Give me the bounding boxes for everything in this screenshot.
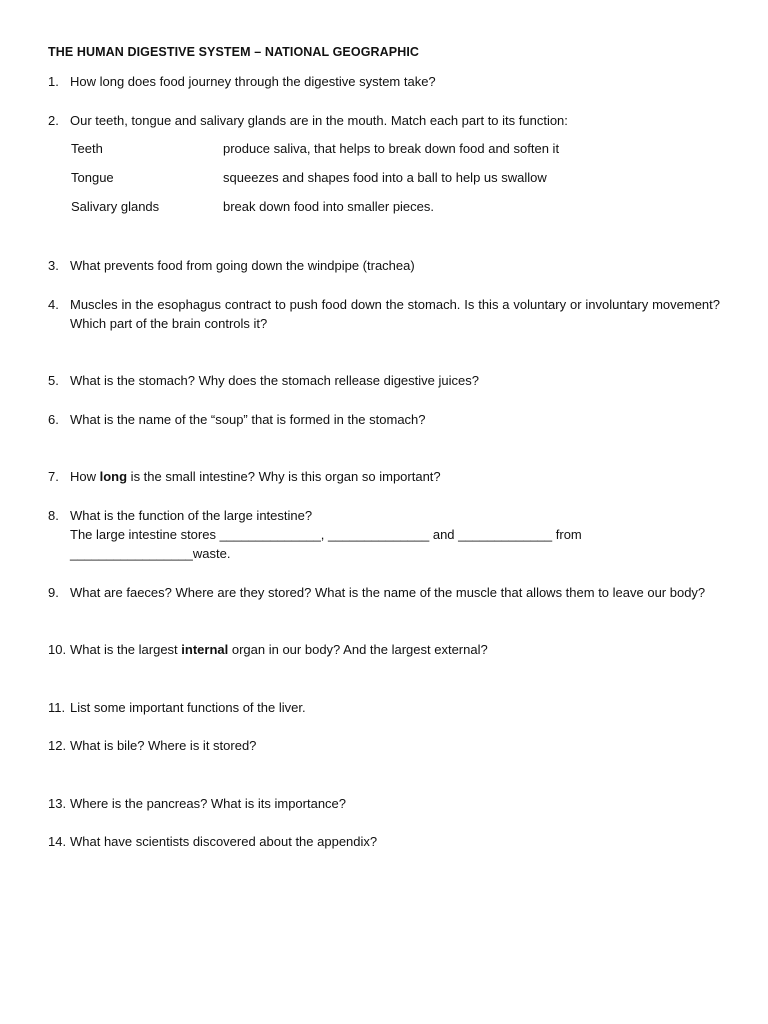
question-text-part: organ in our body? And the largest external? bbox=[228, 642, 488, 657]
question-text: What is the name of the “soup” that is formed in the stomach? bbox=[70, 412, 426, 427]
question-number: 8. bbox=[48, 508, 59, 523]
question-14 bbox=[48, 832, 720, 851]
match-function: break down food into smaller pieces. bbox=[223, 199, 435, 214]
question-text: List some important functions of the liver. bbox=[70, 700, 306, 715]
match-part: Teeth bbox=[71, 141, 103, 156]
fill-in-line: _________________waste. bbox=[70, 546, 231, 561]
question-number: 9. bbox=[48, 585, 59, 600]
question-number: 3. bbox=[48, 258, 59, 273]
question-text: What is the stomach? Why does the stomach rellease digestive juices? bbox=[70, 373, 479, 388]
question-text bbox=[70, 467, 720, 486]
question-9 bbox=[48, 583, 720, 602]
question-text: Where is the pancreas? What is its importance? bbox=[70, 796, 347, 811]
question-number: 14. bbox=[48, 834, 67, 849]
question-number: 12. bbox=[48, 738, 67, 753]
fill-in-line: The large intestine stores ______________, ______________ and _____________ from bbox=[70, 527, 582, 542]
question-number: 6. bbox=[48, 412, 59, 427]
question-text: What prevents food from going down the windpipe (trachea) bbox=[70, 258, 415, 273]
question-text: What is bile? Where is it stored? bbox=[70, 738, 257, 753]
question-text bbox=[70, 506, 720, 563]
question-number: 7. bbox=[48, 469, 59, 484]
question-text: What have scientists discovered about the appendix? bbox=[70, 834, 378, 849]
question-10 bbox=[48, 640, 720, 659]
question-number: 10. bbox=[48, 642, 67, 657]
question-text: How long does food journey through the digestive system take? bbox=[70, 74, 436, 89]
question-number: 11. bbox=[48, 700, 66, 715]
question-number: 13. bbox=[48, 796, 67, 811]
question-2 bbox=[48, 111, 720, 130]
emphasis-text: long bbox=[99, 469, 128, 484]
question-number: 1. bbox=[48, 74, 59, 89]
question-13 bbox=[48, 794, 720, 813]
question-12 bbox=[48, 736, 720, 755]
question-text: What are faeces? Where are they stored? What is the name of the muscle that allows them to leave our body? bbox=[70, 585, 706, 600]
question-text: Our teeth, tongue and salivary glands are in the mouth. Match each part to its function: bbox=[70, 113, 568, 128]
question-4 bbox=[48, 295, 720, 333]
match-part: Tongue bbox=[71, 170, 114, 185]
question-number: 2. bbox=[48, 113, 59, 128]
emphasis-text: internal bbox=[181, 642, 229, 657]
question-text-part: How bbox=[70, 469, 100, 484]
question-text-part: What is the largest bbox=[70, 642, 182, 657]
match-function: produce saliva, that helps to break down food and soften it bbox=[223, 141, 560, 156]
question-text bbox=[70, 640, 720, 659]
match-function: squeezes and shapes food into a ball to help us swallow bbox=[223, 170, 547, 185]
question-8 bbox=[48, 506, 720, 563]
question-number: 4. bbox=[48, 297, 59, 312]
question-line: What is the function of the large intestine? bbox=[70, 508, 313, 523]
question-number: 5. bbox=[48, 373, 59, 388]
worksheet-title: THE HUMAN DIGESTIVE SYSTEM – NATIONAL GEOGRAPHIC bbox=[48, 45, 420, 59]
question-6 bbox=[48, 410, 720, 429]
match-part: Salivary glands bbox=[71, 199, 160, 214]
question-5 bbox=[48, 371, 720, 390]
question-11 bbox=[48, 698, 720, 717]
question-3 bbox=[48, 256, 720, 275]
question-1 bbox=[48, 72, 720, 91]
question-text-part: is the small intestine? Why is this organ so important? bbox=[127, 469, 441, 484]
question-7 bbox=[48, 467, 720, 486]
question-text: Muscles in the esophagus contract to push food down the stomach. Is this a voluntary or involuntary movement? Which part of the brain controls it? bbox=[70, 297, 720, 331]
